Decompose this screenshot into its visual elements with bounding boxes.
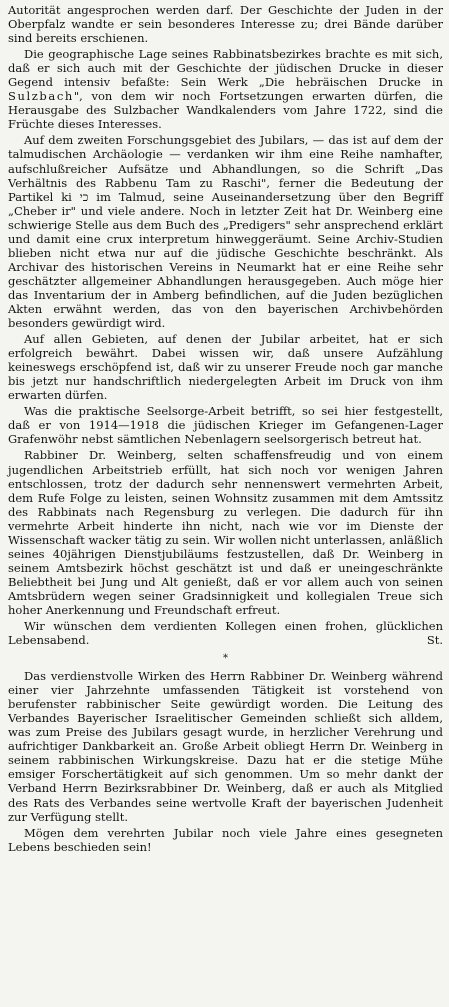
place-name-sulzbach: Sulzbach (8, 89, 74, 104)
paragraph-association-tribute: Das verdienstvolle Wirken des Herrn Rabbiner Dr. Weinberg während einer vier Jahrzehnte umfassenden Tätigkeit ist vorstehend von berufenster rabbinischer Seite gewürdigt worden. Die Leitung des Verbandes Bayerischer Israelitischer Gemeinden schließt sich alldem, was zum Preise des Jubilars gesagt wurde, in herzlicher Verehrung und aufrichtiger Dankbarkeit an. Große Arbeit obliegt Herrn Dr. Weinberg in seinem rabbinischen Wirkungskreise. Dazu hat er die stetige Mühe emsiger Forschertätigkeit auf sich genommen. Um so mehr dankt der Verband Herrn Bezirksrabbiner Dr. Weinberg, daß er auch als Mitglied des Rats des Verbandes seine wertvolle Kraft der bayerischen Judenheit zur Verfügung stellt. (8, 669, 443, 824)
paragraph-oberpfalz-history: Autorität angesprochen werden darf. Der Geschichte der Juden in der Oberpfalz wandte er sein besonderes Interesse zu; drei Bände darüber sind bereits erschienen. (8, 3, 443, 46)
paragraph-wishes (8, 619, 443, 647)
wishes-text: Wir wünschen dem verdienten Kollegen einen frohen, glücklichen Lebensabend. (8, 619, 443, 648)
author-signature: St. (426, 633, 443, 648)
paragraph-regensburg-move: Rabbiner Dr. Weinberg, selten schaffensfreudig und von einem jugendlichen Arbeitstrieb erfüllt, hat sich noch vor wenigen Jahren entschlossen, trotz der dadurch sehr nennenswert vermehrten Arbeit, dem Rufe Folge zu leisten, seinen Wohnsitz zusammen mit dem Amtssitz des Rabbinats nach Regensburg zu verlegen. Die dadurch für ihn vermehrte Arbeit hinderte ihn nicht, nach wie vor im Dienste der Wissenschaft wacker tätig zu sein. Wir wollen nicht unterlassen, anläßlich seines 40jährigen Dienstjubiläums festzustellen, daß Dr. Weinberg in seinem Amtsbezirk höchst geschätzt ist und daß er uneingeschränkte Beliebtheit bei Jung und Alt genießt, daß er vor allem auch von seinen Amtsbrüdern wegen seiner Gradsinnigkeit und kollegialen Treue sich hoher Anerkennung und Freundschaft erfreut. (8, 448, 443, 617)
article-column (8, 3, 443, 854)
paragraph-sulzbach-prints-part-2: ", von dem wir noch Fortsetzungen erwarten dürfen, die Herausgabe des Sulzbacher Wandkalenders vom Jahre 1722, sind die Früchte dieses Interesses. (8, 89, 443, 132)
paragraph-sulzbach-prints (8, 47, 443, 131)
paragraph-all-fields: Auf allen Gebieten, auf denen der Jubilar arbeitet, hat er sich erfolgreich bewährt. Dabei wissen wir, daß unsere Aufzählung keineswegs erschöpfend ist, daß wir zu unserer Freude noch gar manche bis jetzt nur handschriftlich niedergelegten Arbeit im Druck von ihm erwarten dürfen. (8, 332, 443, 403)
paragraph-pastoral-work: Was die praktische Seelsorge-Arbeit betrifft, so sei hier festgestellt, daß er von 1914—1918 die jüdischen Krieger im Gefangenen-Lager Grafenwöhr nebst sämtlichen Nebenlagern seelsorgerisch betreut hat. (8, 404, 443, 447)
section-divider-asterisk: * (223, 653, 228, 665)
paragraph-closing-blessing: Mögen dem verehrten Jubilar noch viele Jahre eines gesegneten Lebens beschieden sein! (8, 825, 443, 854)
paragraph-sulzbach-prints-part-1: Die geographische Lage seines Rabbinatsbezirkes brachte es mit sich, daß er sich auch mit der Geschichte der jüdischen Drucke in dieser Gegend intensiv befaßte: Sein Werk „Die hebräischen Drucke in (8, 47, 443, 90)
paragraph-talmudic-archaeology: Auf dem zweiten Forschungsgebiet des Jubilars, — das ist auf dem der talmudischen Archäologie — verdanken wir ihm eine Reihe namhafter, aufschlußreicher Aufsätze und Abhandlungen, so die Schrift „Das Verhältnis des Rabbenu Tam zu Raschi", ferner die Bedeutung der Partikel ki כי im Talmud, seine Auseinandersetzung über den Begriff „Cheber ir" und viele andere. Noch in letzter Zeit hat Dr. Weinberg eine schwierige Stelle aus dem Buch des „Predigers" sehr ansprechend erklärt und damit eine crux interpretum hinweggeräumt. Seine Archiv-Studien blieben nicht etwa nur auf die jüdische Geschichte beschränkt. Als Archivar des historischen Vereins in Neumarkt hat er eine Reihe sehr geschätzter allgemeiner Abhandlungen herausgegeben. Auch möge hier das Inventarium der in Amberg befindlichen, auf die Juden bezüglichen Akten erwähnt werden, das von den bayerischen Archivbehörden besonders gewürdigt wird. (8, 133, 443, 331)
